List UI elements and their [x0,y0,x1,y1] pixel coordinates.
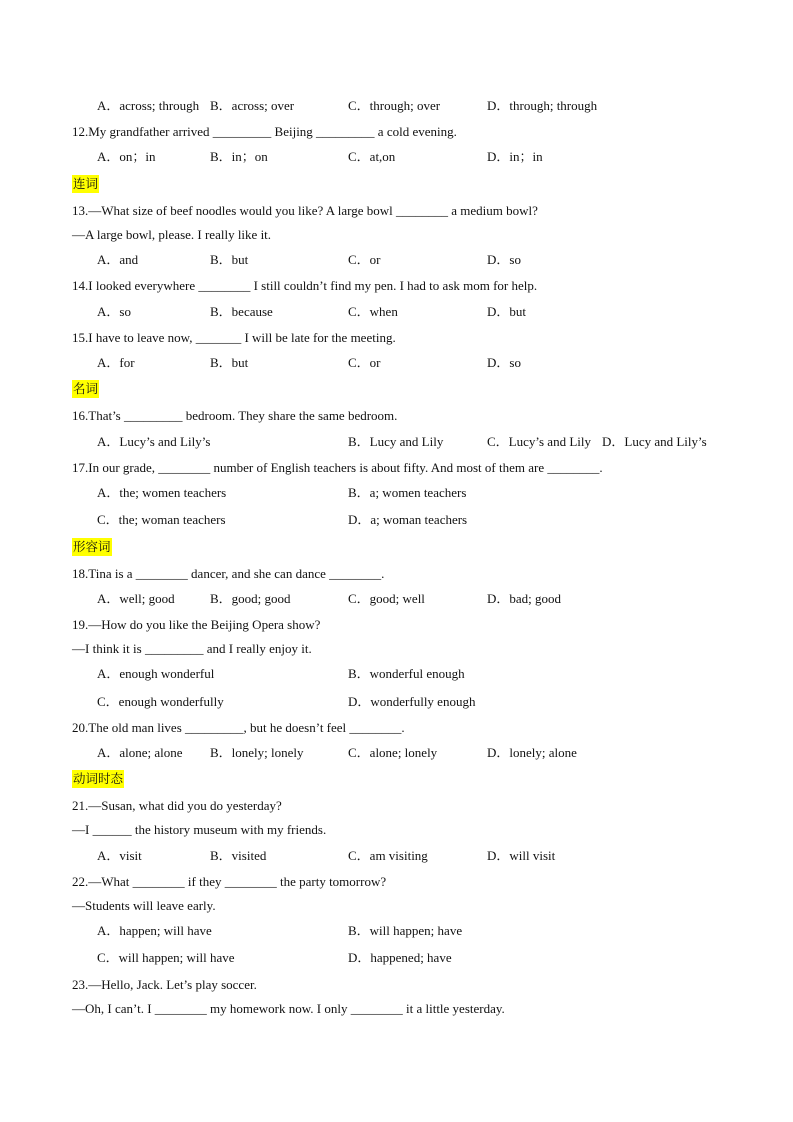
q18-stem: 18.Tina is a ________ dancer, and she can dance ________. [72,566,385,581]
q18-option-c: C．good; well [348,591,425,606]
section-heading-nouns: 名词 [73,381,99,396]
q16-option-b: B．Lucy and Lily [348,434,444,449]
q12-option-b: B．in；on [210,149,268,164]
q15-option-c: C．or [348,355,381,370]
q11-option-b: B．across; over [210,98,295,113]
q21-option-d: D．will visit [487,848,556,863]
q15-option-b: B．but [210,355,249,370]
q12-option-a: A．on；in [97,149,156,164]
q18-option-a: A．well; good [97,591,175,606]
q13-reply: —A large bowl, please. I really like it. [72,227,272,242]
q15-option-d: D．so [487,355,521,370]
q18-option-b: B．good; good [210,591,291,606]
q14-option-b: B．because [210,304,273,319]
q19-option-b: B．wonderful enough [348,666,465,681]
q12-option-c: C．at,on [348,149,396,164]
q19-option-a: A．enough wonderful [97,666,215,681]
q13-option-a: A．and [97,252,139,267]
section-heading-adjectives: 形容词 [73,539,111,554]
q15-stem: 15.I have to leave now, _______ I will be late for the meeting. [72,330,396,345]
q22-option-d: D．happened; have [348,950,452,965]
q21-stem: 21.—Susan, what did you do yesterday? [72,798,282,813]
q15-option-a: A．for [97,355,135,370]
q12-stem: 12.My grandfather arrived _________ Beijing _________ a cold evening. [72,124,457,139]
q16-option-c: C．Lucy’s and Lily [487,434,591,449]
q14-option-d: D．but [487,304,527,319]
q17-option-d: D．a; woman teachers [348,512,468,527]
q20-option-d: D．lonely; alone [487,745,577,760]
q14-option-c: C．when [348,304,398,319]
q11-option-a: A．across; through [97,98,200,113]
q21-option-a: A．visit [97,848,142,863]
q19-reply: —I think it is _________ and I really enjoy it. [72,641,312,656]
q22-option-b: B．will happen; have [348,923,463,938]
q22-stem: 22.—What ________ if they ________ the party tomorrow? [72,874,387,889]
q19-stem: 19.—How do you like the Beijing Opera show? [72,617,321,632]
q17-option-b: B．a; women teachers [348,485,467,500]
q21-option-b: B．visited [210,848,267,863]
q22-option-a: A．happen; will have [97,923,212,938]
q16-option-a: A．Lucy’s and Lily’s [97,434,211,449]
q13-stem: 13.—What size of beef noodles would you like? A large bowl ________ a medium bowl? [72,203,538,218]
q11-option-c: C．through; over [348,98,441,113]
q16-option-d: D．Lucy and Lily’s [602,434,707,449]
q22-option-c: C．will happen; will have [97,950,235,965]
q14-stem: 14.I looked everywhere ________ I still couldn’t find my pen. I had to ask mom for help. [72,278,538,293]
q22-reply: —Students will leave early. [72,898,216,913]
q21-reply: —I ______ the history museum with my friends. [72,822,327,837]
q20-option-b: B．lonely; lonely [210,745,304,760]
q17-stem: 17.In our grade, ________ number of English teachers is about fifty. And most of them are ________. [72,460,603,475]
q12-option-d: D．in；in [487,149,543,164]
q18-option-d: D．bad; good [487,591,562,606]
q13-option-b: B．but [210,252,249,267]
q21-option-c: C．am visiting [348,848,428,863]
section-heading-conjunctions: 连词 [73,176,99,191]
q17-option-a: A．the; women teachers [97,485,227,500]
q19-option-d: D．wonderfully enough [348,694,476,709]
q13-option-c: C．or [348,252,381,267]
q20-stem: 20.The old man lives _________, but he doesn’t feel ________. [72,720,405,735]
q20-option-a: A．alone; alone [97,745,183,760]
q13-option-d: D．so [487,252,521,267]
section-heading-verb-tenses: 动词时态 [73,771,124,786]
q23-reply: —Oh, I can’t. I ________ my homework now. I only ________ it a little yesterday. [72,1001,505,1016]
q16-stem: 16.That’s _________ bedroom. They share the same bedroom. [72,408,398,423]
q14-option-a: A．so [97,304,131,319]
q19-option-c: C．enough wonderfully [97,694,224,709]
q20-option-c: C．alone; lonely [348,745,438,760]
q11-option-d: D．through; through [487,98,598,113]
q17-option-c: C．the; woman teachers [97,512,226,527]
q23-stem: 23.—Hello, Jack. Let’s play soccer. [72,977,257,992]
